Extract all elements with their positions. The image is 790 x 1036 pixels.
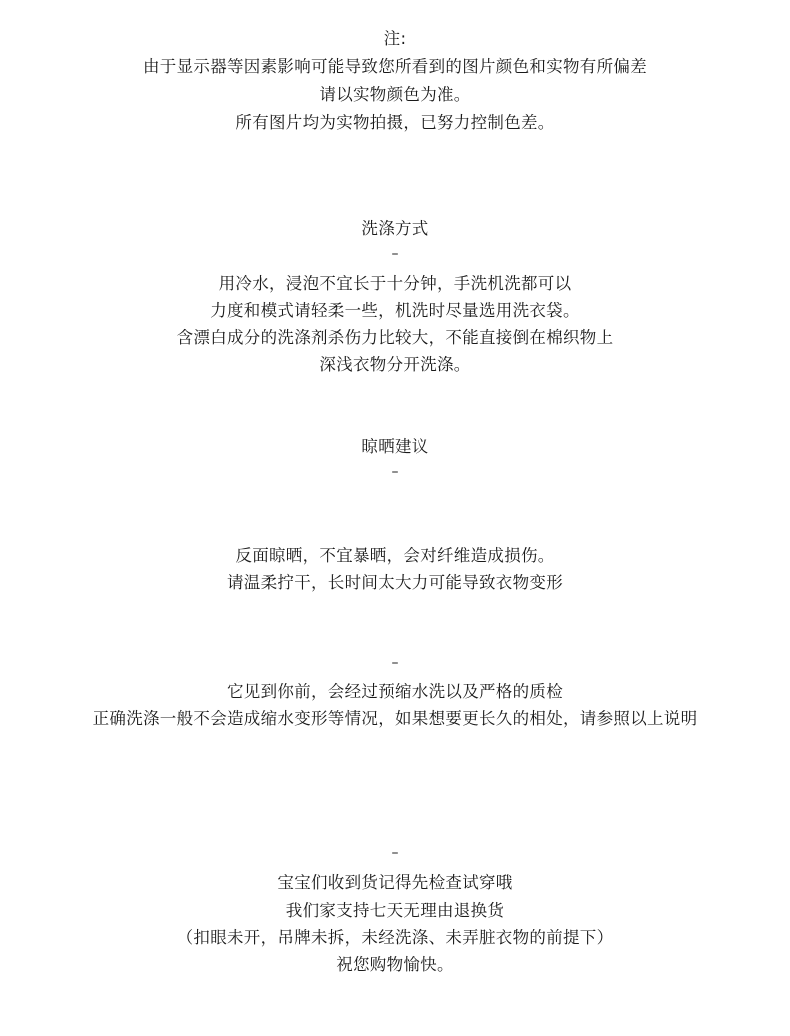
quality-line-1: 它见到你前，会经过预缩水洗以及严格的质检 [227,682,563,701]
returns-line-4: 祝您购物愉快。 [336,955,454,974]
returns-divider-dash: – [391,845,399,861]
washing-divider-dash: – [391,246,399,262]
note-line-3: 所有图片均为实物拍摄，已努力控制色差。 [235,113,555,132]
returns-line-1: 宝宝们收到货记得先检查试穿哦 [277,873,513,892]
drying-line-2: 请温柔拧干，长时间太大力可能导致衣物变形 [227,573,563,592]
quality-divider-dash: – [391,655,399,671]
drying-heading: 晾晒建议 [361,437,429,456]
note-heading: 注: [383,29,407,48]
washing-line-2: 力度和模式请轻柔一些，机洗时尽量选用洗衣袋。 [210,301,580,320]
washing-line-3: 含漂白成分的洗涤剂杀伤力比较大，不能直接倒在棉织物上 [176,328,614,347]
washing-line-1: 用冷水，浸泡不宜长于十分钟，手洗机洗都可以 [218,274,572,293]
returns-line-3: （扣眼未开，吊牌未拆，未经洗涤、未弄脏衣物的前提下） [176,928,614,947]
washing-heading: 洗涤方式 [361,219,429,238]
drying-divider-dash: – [391,464,399,480]
returns-line-2: 我们家支持七天无理由退换货 [285,901,505,920]
washing-line-4: 深浅衣物分开洗涤。 [319,355,471,374]
drying-line-1: 反面晾晒，不宜暴晒，会对纤维造成损伤。 [235,546,555,565]
note-line-2: 请以实物颜色为准。 [319,85,471,104]
note-line-1: 由于显示器等因素影响可能导致您所看到的图片颜色和实物有所偏差 [143,57,647,76]
quality-line-2: 正确洗涤一般不会造成缩水变形等情况，如果想要更长久的相处，请参照以上说明 [92,709,698,728]
